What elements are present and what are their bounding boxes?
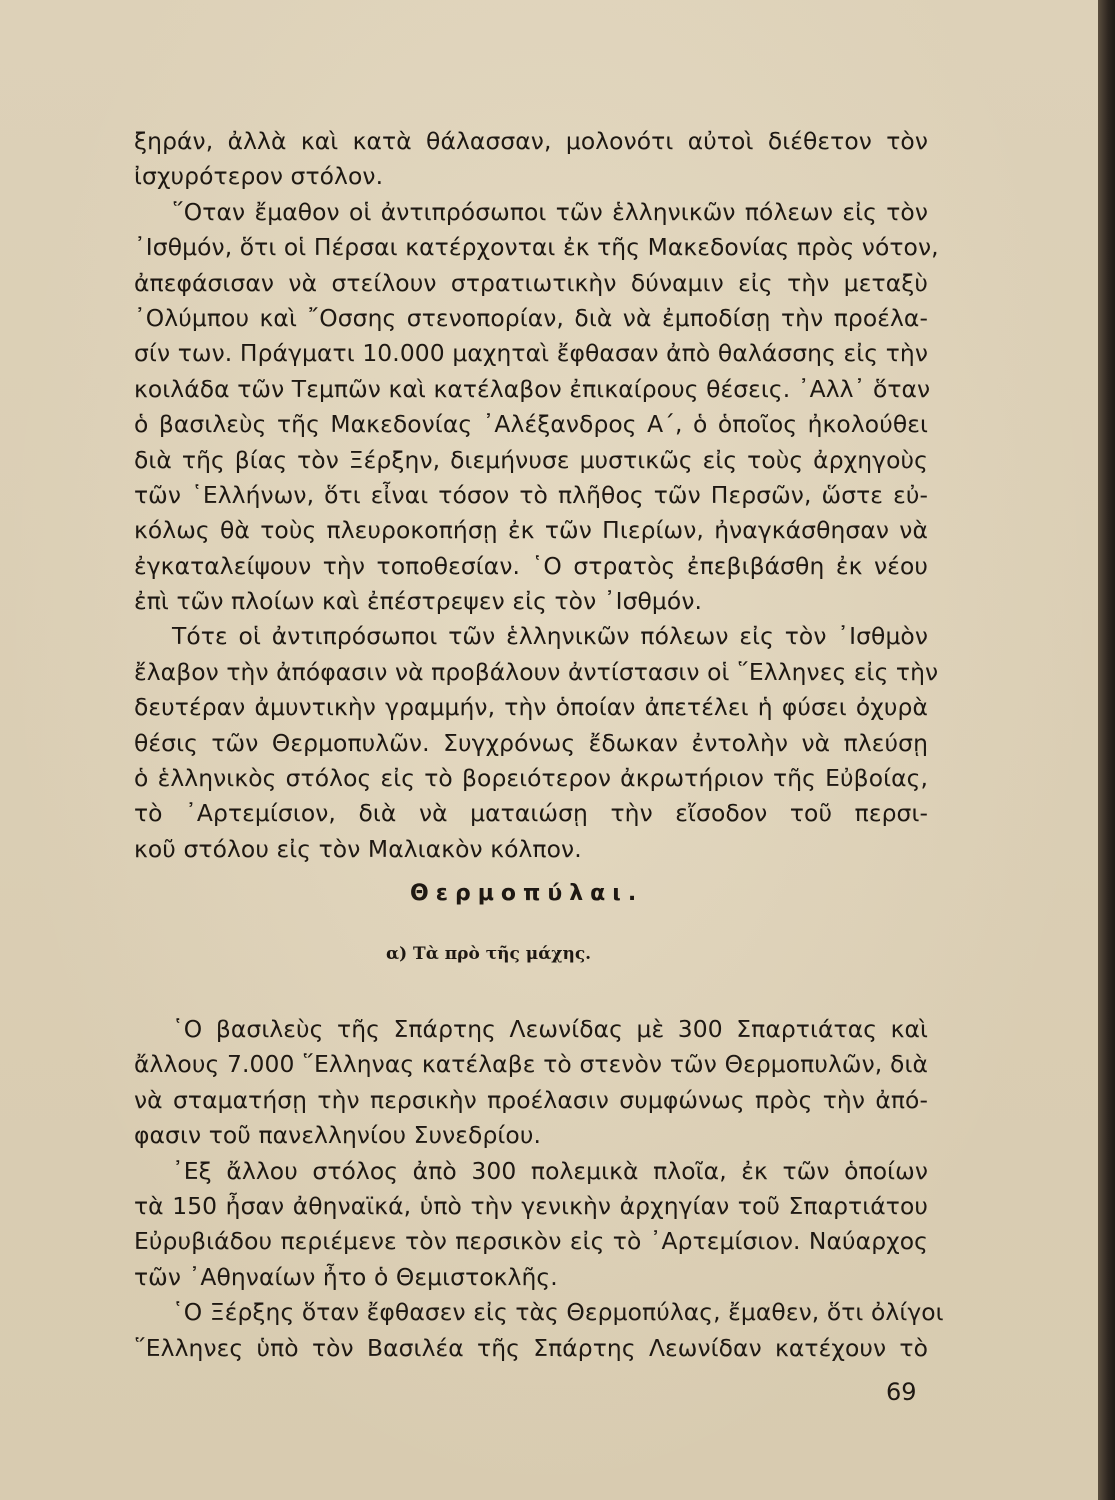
text-line: κόλως θὰ τοὺς πλευροκοπήσῃ ἐκ τῶν Πιερίων, ἠναγκάσθησαν νὰ — [134, 516, 928, 545]
text-line: ῾Ο βασιλεὺς τῆς Σπάρτης Λεωνίδας μὲ 300 Σπαρτιάτας καὶ — [172, 1015, 928, 1043]
text-line: ἄλλους 7.000 ῞Ελληνας κατέλαβε τὸ στενὸν τῶν Θερμοπυλῶν, διὰ — [134, 1050, 928, 1079]
text-line: κοῦ στόλου εἰς τὸν Μαλιακὸν κόλπον. — [134, 834, 582, 863]
text-line: σίν των. Πράγματι 10.000 μαχηταὶ ἔφθασαν ἀπὸ θαλάσσης εἰς τὴν — [134, 339, 928, 368]
page-number: 69 — [886, 1378, 917, 1406]
text-line: ῾Ο Ξέρξης ὅταν ἔφθασεν εἰς τὰς Θερμοπύλας, ἔμαθεν, ὅτι ὀλίγοι — [172, 1298, 944, 1327]
text-line: θέσις τῶν Θερμοπυλῶν. Συγχρόνως ἔδωκαν ἐντολὴν νὰ πλεύσῃ — [134, 728, 928, 757]
text-line: τῶν ῾Ελλήνων, ὅτι εἶναι τόσον τὸ πλῆθος τῶν Περσῶν, ὥστε εὐ- — [134, 480, 928, 509]
text-line: ξηράν, ἀλλὰ καὶ κατὰ θάλασσαν, μολονότι αὐτοὶ διέθετον τὸν — [134, 127, 928, 155]
text-line: ᾿Ολύμπου καὶ ῎Οσσης στενοπορίαν, διὰ νὰ ἐμποδίσῃ τὴν προέλα- — [134, 303, 928, 332]
text-line: ἰσχυρότερον στόλον. — [134, 162, 384, 191]
text-line: Τότε οἱ ἀντιπρόσωποι τῶν ἑλληνικῶν πόλεων εἰς τὸν ᾿Ισθμὸν — [172, 622, 928, 651]
text-line: ἐγκαταλείψουν τὴν τοποθεσίαν. ῾Ο στρατὸς ἐπεβιβάσθη ἐκ νέου — [134, 551, 928, 580]
text-line: τὸ ᾿Αρτεμίσιον, διὰ νὰ ματαιώσῃ τὴν εἴσοδον τοῦ περσι- — [134, 799, 928, 828]
body-text-bottom — [134, 1012, 944, 1366]
section-heading: Θερμοπύλαι. — [410, 881, 644, 906]
text-line: ἀπεφάσισαν νὰ στείλουν στρατιωτικὴν δύναμιν εἰς τὴν μεταξὺ — [134, 268, 928, 297]
text-line: φασιν τοῦ πανελληνίου Συνεδρίου. — [134, 1121, 542, 1150]
text-line: διὰ τῆς βίας τὸν Ξέρξην, διεμήνυσε μυστικῶς εἰς τοὺς ἀρχηγοὺς — [134, 445, 928, 474]
text-line: νὰ σταματήσῃ τὴν περσικὴν προέλασιν συμφώνως πρὸς τὴν ἀπό- — [134, 1085, 928, 1114]
text-line: Εὐρυβιάδου περιέμενε τὸν περσικὸν εἰς τὸ ᾿Αρτεμίσιον. Ναύαρχος — [134, 1227, 928, 1256]
text-line: ἔλαβον τὴν ἀπόφασιν νὰ προβάλουν ἀντίστασιν οἱ ῞Ελληνες εἰς τὴν — [134, 657, 939, 686]
body-text-top — [134, 124, 939, 867]
text-line: τὰ 150 ἦσαν ἀθηναϊκά, ὑπὸ τὴν γενικὴν ἀρχηγίαν τοῦ Σπαρτιάτου — [134, 1191, 928, 1220]
text-line: ᾿Εξ ἄλλου στόλος ἀπὸ 300 πολεμικὰ πλοῖα, ἐκ τῶν ὁποίων — [172, 1156, 928, 1185]
text-line: ῞Οταν ἔμαθον οἱ ἀντιπρόσωποι τῶν ἑλληνικῶν πόλεων εἰς τὸν — [172, 197, 928, 226]
section-subheading: α) Τὰ πρὸ τῆς μάχης. — [386, 944, 592, 964]
text-line: κοιλάδα τῶν Τεμπῶν καὶ κατέλαβον ἐπικαίρους θέσεις. ᾿Αλλ᾿ ὅταν — [134, 374, 931, 403]
text-line: δευτέραν ἀμυντικὴν γραμμήν, τὴν ὁποίαν ἀπετέλει ἡ φύσει ὀχυρὰ — [134, 693, 928, 722]
text-line: ὁ ἑλληνικὸς στόλος εἰς τὸ βορειότερον ἀκρωτήριον τῆς Εὐβοίας, — [134, 764, 928, 793]
text-line: ᾿Ισθμόν, ὅτι οἱ Πέρσαι κατέρχονται ἐκ τῆς Μακεδονίας πρὸς νότον, — [134, 233, 939, 262]
text-line: ἐπὶ τῶν πλοίων καὶ ἐπέστρεψεν εἰς τὸν ᾿Ισθμόν. — [134, 587, 703, 616]
text-line: ὁ βασιλεὺς τῆς Μακεδονίας ᾿Αλέξανδρος Α΄, ὁ ὁποῖος ἠκολούθει — [134, 410, 928, 439]
book-spine-edge — [1098, 0, 1115, 1500]
text-line: τῶν ᾿Αθηναίων ἦτο ὁ Θεμιστοκλῆς. — [134, 1262, 558, 1291]
text-line: ῞Ελληνες ὑπὸ τὸν Βασιλέα τῆς Σπάρτης Λεωνίδαν κατέχουν τὸ — [134, 1333, 928, 1362]
